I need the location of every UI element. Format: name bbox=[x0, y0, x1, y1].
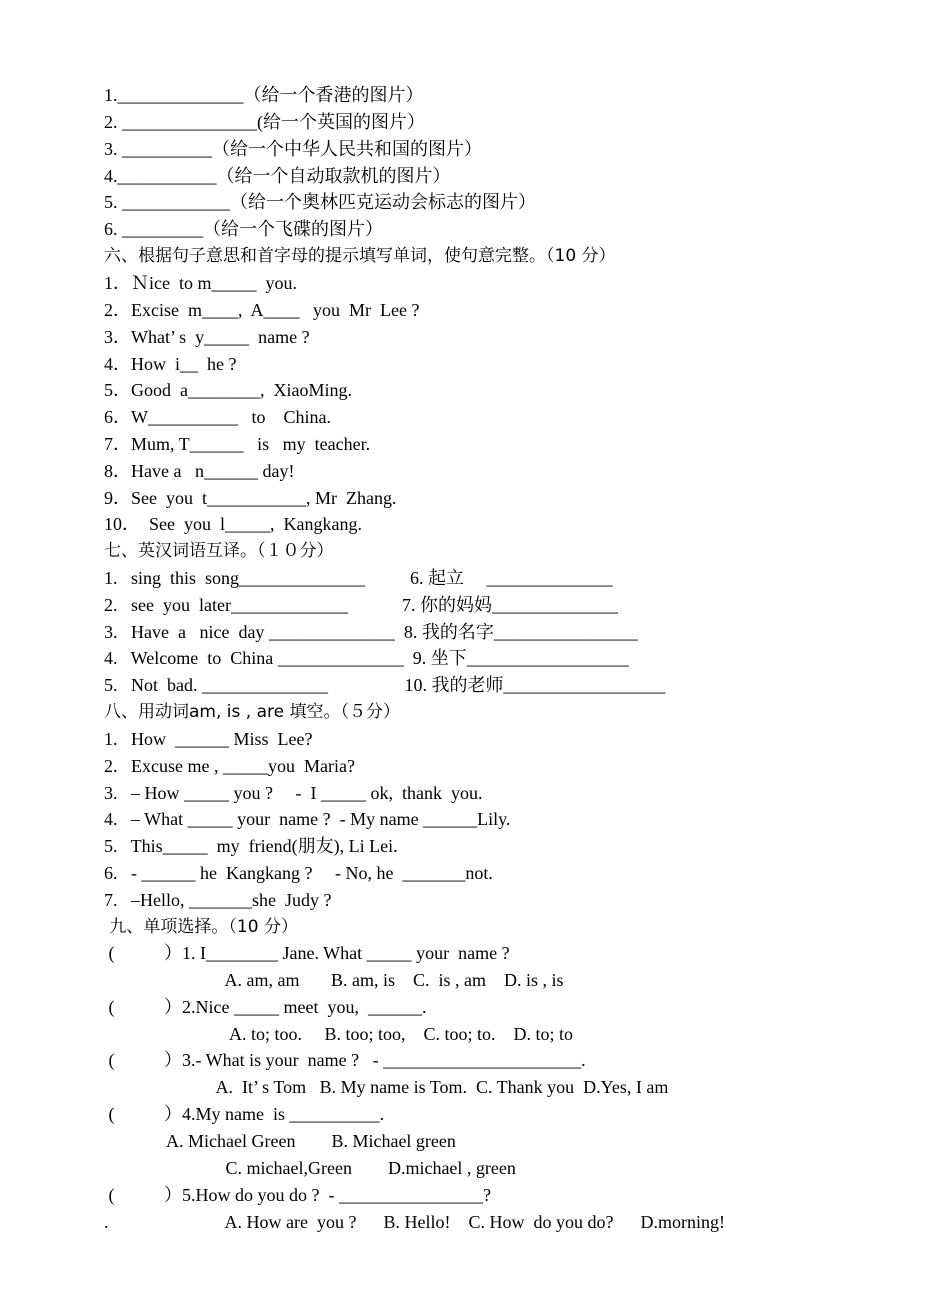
section8-item: 6. - ______ he Kangkang ? - No, he _______not. bbox=[104, 863, 493, 883]
section8-item: 7. –Hello, _______she Judy ? bbox=[104, 890, 332, 910]
section8-heading: 八、用动词am, is , are 填空。（５分） bbox=[104, 702, 400, 722]
section9-options: A. am, am B. am, is C. is , am D. is , is bbox=[104, 970, 564, 990]
section8-item: 4. – What _____ your name ? - My name ______Lily. bbox=[104, 809, 511, 829]
section9-options: . A. How are you ? B. Hello! C. How do you do? D.morning! bbox=[104, 1212, 725, 1232]
section6-item: 5．Good a________, XiaoMing. bbox=[104, 380, 352, 400]
picture-label-5: 5. ____________（给一个奥林匹克运动会标志的图片） bbox=[104, 192, 536, 212]
section6-heading: 六、根据句子意思和首字母的提示填写单词，使句意完整。（10 分） bbox=[104, 246, 616, 266]
section7-item: 2. see you later_____________ 7. 你的妈妈______________ bbox=[104, 595, 618, 615]
section9-options: A. to; too. B. too; too, C. too; to. D. to; to bbox=[104, 1024, 574, 1044]
picture-label-4: 4.___________（给一个自动取款机的图片） bbox=[104, 166, 451, 186]
section9-question: ( ）1. I________ Jane. What _____ your name ? bbox=[104, 943, 510, 963]
section6-item: 10． See you l_____, Kangkang. bbox=[104, 514, 362, 534]
section7-item: 1. sing this song______________ 6. 起立 ______________ bbox=[104, 568, 613, 588]
section9-options: A. Michael Green B. Michael green bbox=[104, 1131, 456, 1151]
section9-heading: 九、单项选择。（10 分） bbox=[104, 917, 298, 937]
section7-item: 4. Welcome to China ______________ 9. 坐下__________________ bbox=[104, 648, 629, 668]
section6-item: 4．How i__ he ? bbox=[104, 354, 237, 374]
section6-item: 1．Ｎice to m_____ you. bbox=[104, 273, 297, 293]
section7-item: 3. Have a nice day ______________ 8. 我的名字________________ bbox=[104, 622, 638, 642]
section9-question: ( ）3.- What is your name ? - ______________________. bbox=[104, 1050, 586, 1070]
section8-item: 2. Excuse me , _____you Maria? bbox=[104, 756, 355, 776]
section8-item: 1. How ______ Miss Lee? bbox=[104, 729, 313, 749]
section6-item: 9．See you t___________, Mr Zhang. bbox=[104, 488, 397, 508]
section9-options: C. michael,Green D.michael , green bbox=[104, 1158, 516, 1178]
picture-label-1: 1.______________（给一个香港的图片） bbox=[104, 85, 424, 105]
section7-item: 5. Not bad. ______________ 10. 我的老师__________________ bbox=[104, 675, 666, 695]
section9-question: ( ）5.How do you do ? - ________________? bbox=[104, 1185, 491, 1205]
section9-question: ( ）4.My name is __________. bbox=[104, 1104, 384, 1124]
section9-question: ( ）2.Nice _____ meet you, ______. bbox=[104, 997, 427, 1017]
picture-label-2: 2. _______________(给一个英国的图片） bbox=[104, 112, 425, 132]
section6-item: 6．W__________ to China. bbox=[104, 407, 331, 427]
section8-item: 5. This_____ my friend(朋友), Li Lei. bbox=[104, 836, 398, 856]
section6-item: 2．Excise m____, A____ you Mr Lee ? bbox=[104, 300, 420, 320]
section6-item: 8．Have a n______ day! bbox=[104, 461, 295, 481]
section8-item: 3. – How _____ you ? - I _____ ok, thank you. bbox=[104, 783, 483, 803]
picture-label-6: 6. _________（给一个飞碟的图片） bbox=[104, 219, 383, 239]
section7-heading: 七、英汉词语互译。（１０分） bbox=[104, 541, 334, 561]
section9-options: A. It’ s Tom B. My name is Tom. C. Thank you D.Yes, I am bbox=[104, 1077, 669, 1097]
picture-label-3: 3. __________（给一个中华人民共和国的图片） bbox=[104, 139, 482, 159]
section6-item: 7．Mum, T______ is my teacher. bbox=[104, 434, 371, 454]
section6-item: 3．What’ s y_____ name ? bbox=[104, 327, 310, 347]
